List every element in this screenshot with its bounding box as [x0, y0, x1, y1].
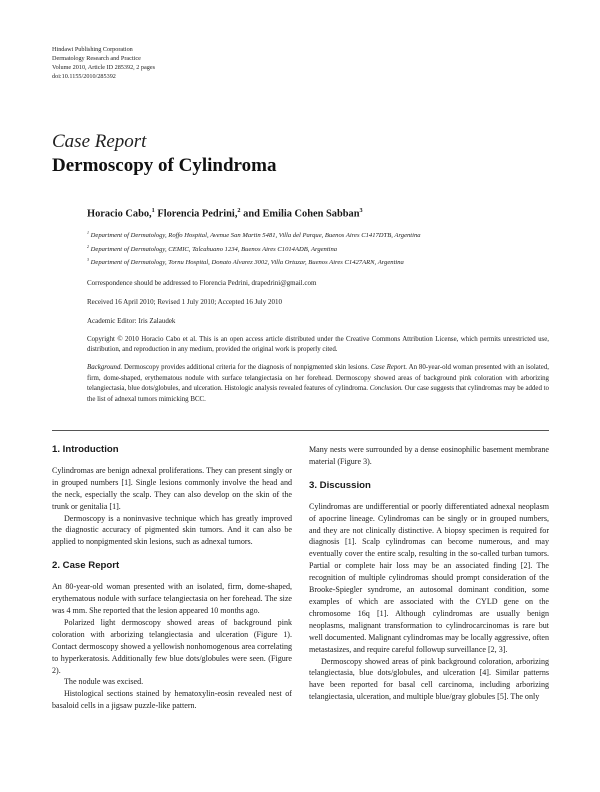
paragraph: Dermoscopy is a noninvasive technique which has greatly improved the diagnostic accuracy of pigmented skin tumors. And it can also be applied to nonpigmented skin lesions, such as adnexal tumors.	[52, 513, 292, 547]
section-heading: 2. Case Report	[52, 560, 120, 572]
abstract-label: Conclusion.	[369, 385, 403, 393]
academic-editor: Academic Editor: Iris Zalaudek	[87, 316, 176, 325]
section-heading: 3. Discussion	[309, 479, 371, 491]
paragraph: Histological sections stained by hematoxylin-eosin revealed nest of basaloid cells in a jigsaw puzzle-like pattern.	[52, 689, 292, 711]
volume-info: Volume 2010, Article ID 285392, 2 pages	[52, 64, 155, 71]
front-matter	[87, 207, 549, 405]
affiliation	[87, 228, 549, 241]
abstract-label: Background.	[87, 364, 123, 372]
correspondence: Correspondence should be addressed to Florencia Pedrini, drapedrini@gmail.com	[87, 278, 317, 287]
paragraph: Cylindromas are undifferential or poorly differentiated adnexal neoplasm of apocrine lineage. Cylindromas can be singly or in grouped numbers, and they are not clinically distinctive. A biopsy specimen is required for diagnosis [1]. Scalp cylindromas can become numerous, and may eventually cover the entire scalp, resulting in the so-called turban tumors. Partial or complete hair loss may be an associated finding [2]. The recognition of multiple cylindromas should prompt consideration of the Brooke-Spiegler syndrome, an autosomal dominant condition, some examples of which are associated with the CYLD gene on the chromosome 16q [1]. Although cylindromas are usually benign neoplasms, malignant transformation to cylindrocarcinomas is rare but well documented. Malignant cylindromas may be locally aggressive, often metastasizes, and require careful followup surveillance [2, 3].	[309, 501, 549, 654]
doi: doi:10.1155/2010/285392	[52, 73, 116, 80]
paragraph: An 80-year-old woman presented with an isolated, firm, dome-shaped, erythematous nodule with surface telangiectasia on her forehead. The size was 4 mm. She reported that the lesion appeared 10 months ago.	[52, 582, 292, 615]
paragraph: Many nests were surrounded by a dense eosinophilic basement membrane material (Figure 3).	[309, 445, 549, 466]
affiliation-sup: 1	[87, 230, 89, 236]
paragraph: The nodule was excised.	[64, 677, 144, 687]
abstract-text: Dermoscopy provides additional criteria for the diagnosis of nonpigmented skin lesions.	[122, 364, 371, 372]
author-sup: 1	[151, 207, 155, 214]
affiliation	[87, 255, 549, 268]
affiliation-sup: 3	[87, 257, 89, 263]
author-sup: 3	[359, 207, 363, 214]
copyright: Copyright © 2010 Horacio Cabo et al. This is an open access article distributed under the Creative Commons Attribution License, which permits unrestricted use, distribution, and reproduction in any medium, provided the original work is properly cited.	[87, 335, 549, 354]
author-list	[87, 207, 549, 219]
section-divider	[52, 430, 549, 431]
journal-header	[52, 45, 155, 81]
author-name: Horacio Cabo,	[87, 208, 152, 220]
abstract	[87, 363, 549, 405]
article-title: Dermoscopy of Cylindroma	[52, 155, 277, 176]
abstract-label: Case Report.	[370, 364, 408, 372]
article-type: Case Report	[52, 131, 147, 152]
author-sup: 2	[237, 207, 241, 214]
affiliation-sup: 2	[87, 243, 89, 249]
dates: Received 16 April 2010; Revised 1 July 2010; Accepted 16 July 2010	[87, 297, 283, 306]
left-column	[52, 444, 292, 712]
paragraph: Cylindromas are benign adnexal proliferations. They can present singly or in grouped numbers [1]. Single lesions commonly involve the head and the neck, especially the scalp. They can also develop on the skin of the trunk or genitalia [1].	[52, 465, 292, 511]
paragraph: Dermoscopy showed areas of pink background coloration, arborizing telangiectasia, blue dots/globules, and ulceration [4]. Similar patterns have been reported for basal cell carcinoma, including arborizing telangiectasia, ulceration, and multiple blue/gray globules [5]. The only	[309, 656, 549, 702]
author-name: and Emilia Cohen Sabban	[240, 208, 360, 220]
affiliation-text: Department of Dermatology, Roffo Hospital, Avenue San Martin 5481, Villa del Parque, Buenos Aires C1417DTB, Argentina	[90, 232, 421, 240]
section-heading: 1. Introduction	[52, 444, 119, 455]
affiliation-text: Department of Dermatology, CEMIC, Talcahuano 1234, Buenos Aires C1014ADB, Argentina	[90, 246, 338, 254]
abstract-text: Our case suggests that cylindromas may be added to the list of adnexal tumors mimicking BCC.	[87, 385, 549, 403]
right-column	[309, 444, 549, 703]
publisher: Hindawi Publishing Corporation	[52, 46, 133, 53]
abstract-text: An 80-year-old woman presented with an isolated, firm, dome-shaped, erythematous nodule with surface telangiectasia on her forehead. Dermoscopy showed areas of background pink coloration with arborizing telangiectasia, blue dots/globules, and ulceration. Histologic analysis revealed features of cylindroma.	[87, 364, 549, 393]
affiliation-text: Department of Dermatology, Tornu Hospital, Donato Alvarez 3002, Villa Ortuzar, Buenos Aires C1427ARN, Argentina	[90, 259, 404, 267]
affiliation	[87, 242, 549, 255]
paragraph: Polarized light dermoscopy showed areas of background pink coloration with arborizing telangiectasia and ulceration (Figure 1). Contact dermoscopy showed a yellowish nonhomogenous area correlating to hyperkeratosis. Additionally few blue dots/globules were seen. (Figure 2).	[52, 617, 292, 675]
author-name: Florencia Pedrini,	[154, 208, 238, 220]
journal-name: Dermatology Research and Practice	[52, 55, 141, 62]
